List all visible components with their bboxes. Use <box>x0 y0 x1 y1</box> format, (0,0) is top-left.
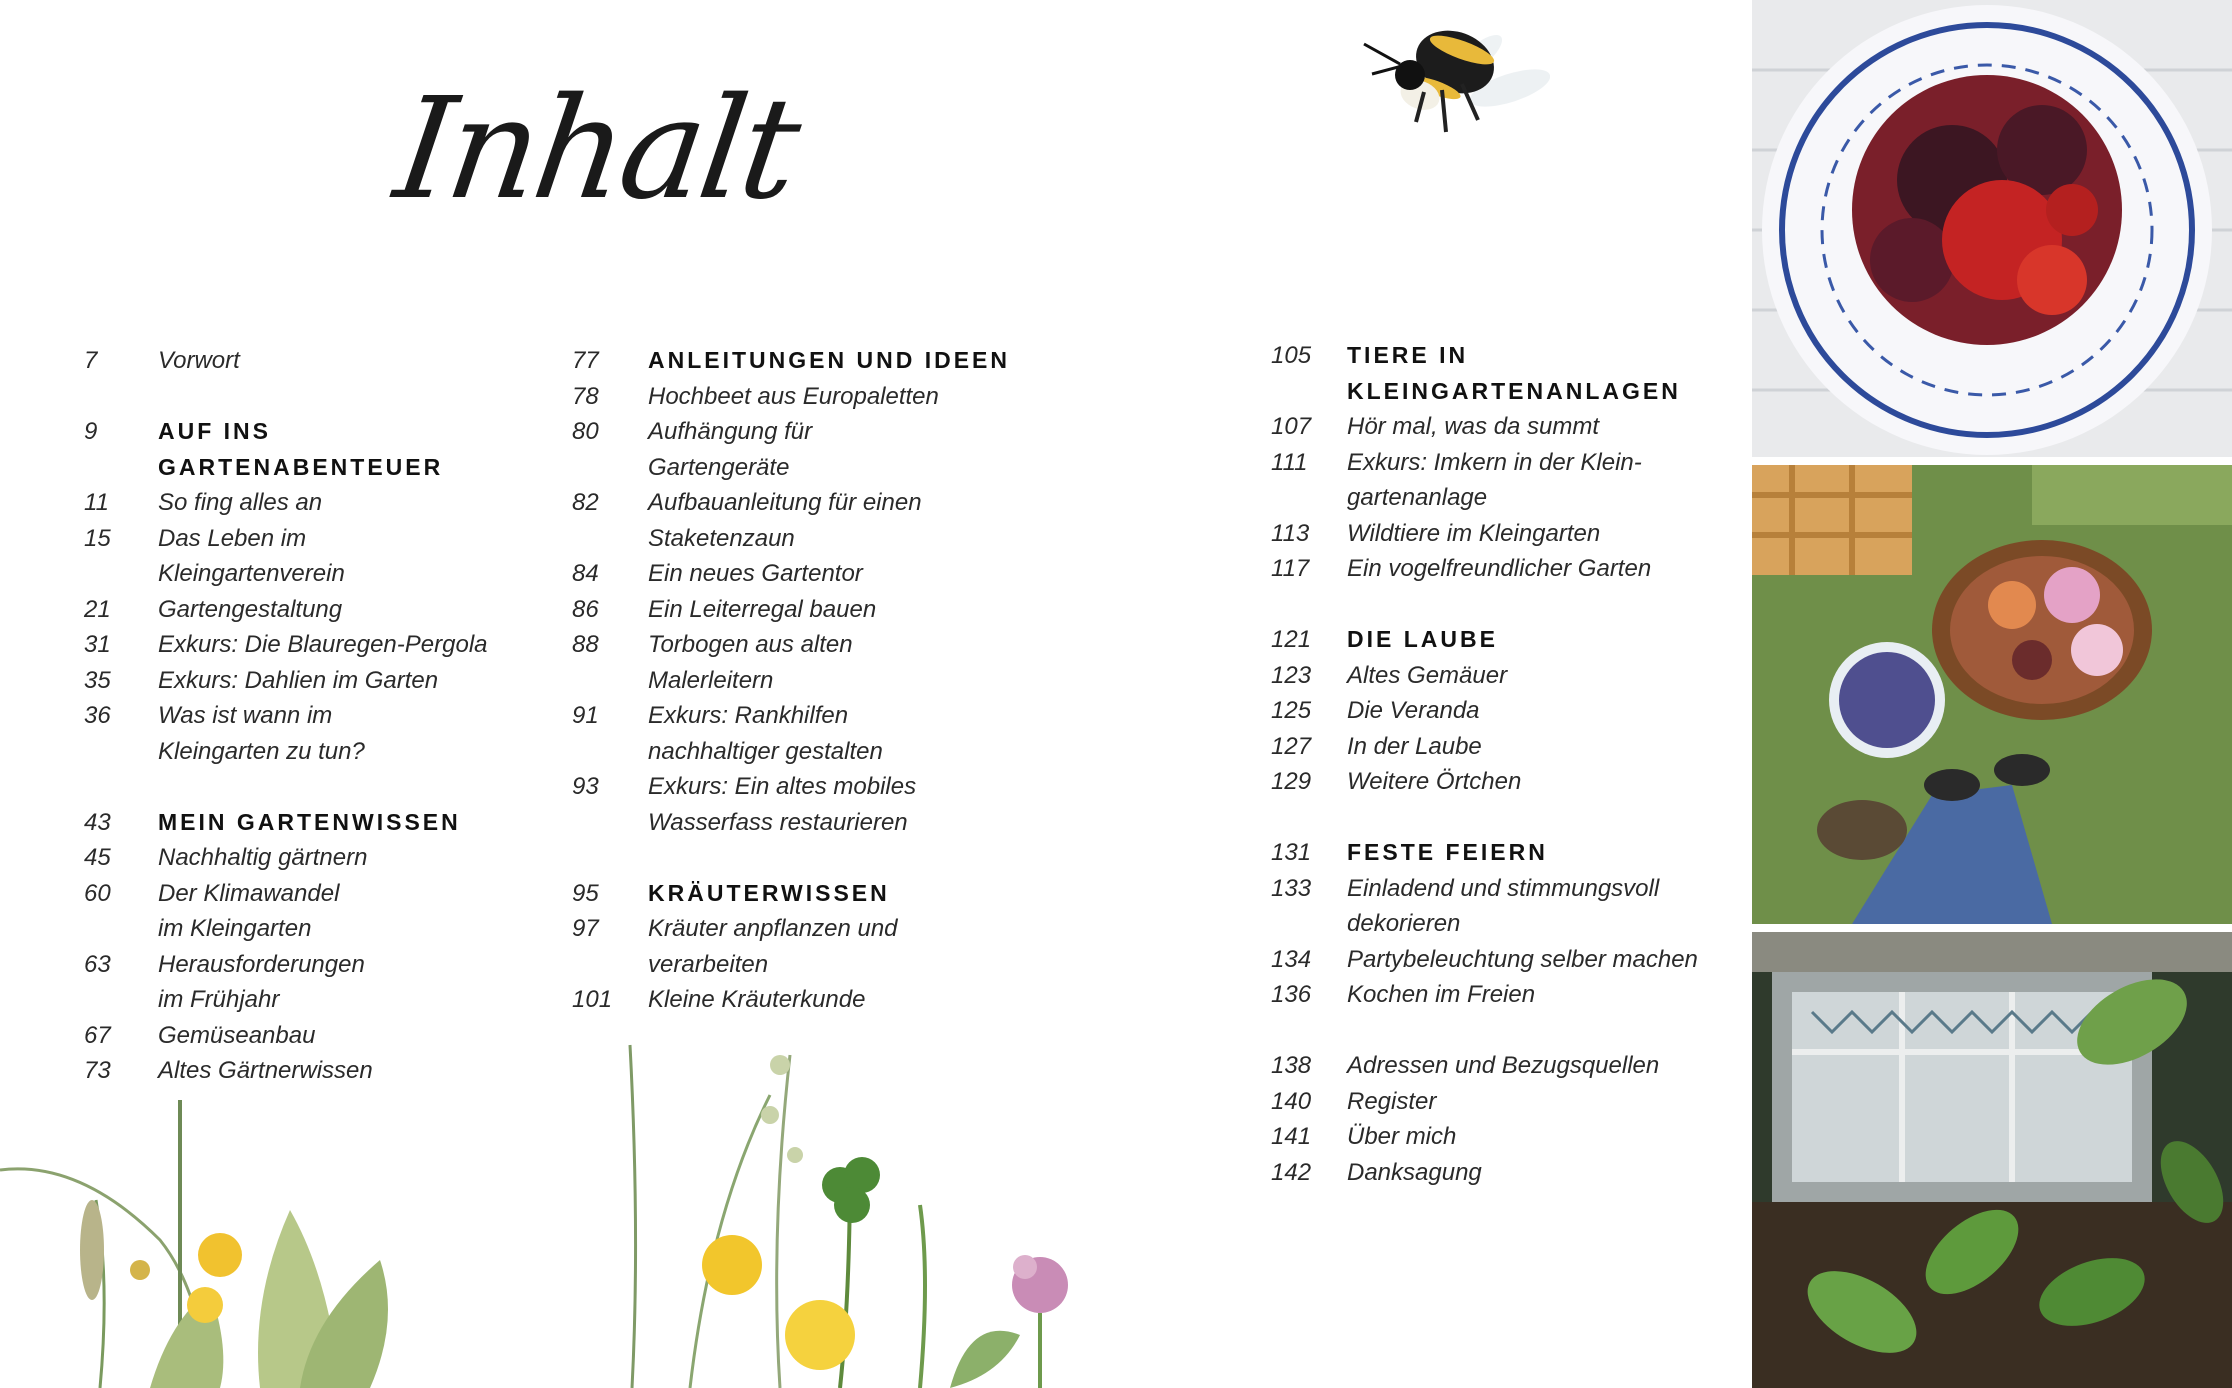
toc-title-line: Herausforderungen <box>158 950 365 978</box>
toc-entry <box>1271 1084 1741 1120</box>
toc-title-line: Kleingarten zu tun? <box>158 737 365 765</box>
toc-spacer <box>1271 1013 1741 1049</box>
toc-entry-title <box>158 1018 315 1054</box>
toc-entry-title <box>1347 729 1482 765</box>
toc-entry-title <box>158 485 322 521</box>
toc-entry <box>572 982 1042 1018</box>
toc-page-number: 43 <box>84 808 111 836</box>
toc-page-number: 111 <box>1271 448 1308 476</box>
toc-title-line: FESTE FEIERN <box>1347 839 1548 865</box>
toc-entry-title <box>648 379 939 415</box>
toc-entry-title <box>648 769 916 840</box>
toc-title-line: Kräuter anpflanzen und <box>648 915 898 942</box>
toc-title-line: dekorieren <box>1347 910 1461 937</box>
toc-entry-title <box>648 556 863 592</box>
toc-title-line: Ein Leiterregal bauen <box>648 595 877 623</box>
toc-page-number: 142 <box>1271 1158 1312 1186</box>
toc-title-line: nachhaltiger gestalten <box>648 737 883 765</box>
toc-section-title <box>1347 622 1498 658</box>
toc-page-number: 78 <box>572 382 599 410</box>
toc-section-title <box>1347 338 1681 409</box>
toc-entry-title <box>1347 942 1698 978</box>
toc-title-line: GARTENABENTEUER <box>158 453 444 480</box>
toc-page-number: 35 <box>84 666 111 694</box>
toc-entry-title <box>158 627 488 663</box>
toc-title-line: Torbogen aus alten <box>648 631 853 658</box>
toc-section-title <box>648 876 890 912</box>
toc-page-number: 140 <box>1271 1087 1312 1115</box>
toc-entry-title <box>1347 871 1659 942</box>
toc-entry <box>572 556 1042 592</box>
toc-page-number: 97 <box>572 915 599 942</box>
toc-entry <box>1271 942 1741 978</box>
toc-entry-title <box>1347 693 1480 729</box>
toc-title-line: gartenanlage <box>1347 484 1488 511</box>
toc-title-line: Hochbeet aus Europaletten <box>648 382 939 410</box>
toc-page-number: 11 <box>84 489 109 516</box>
toc-entry-title <box>158 698 365 769</box>
toc-entry <box>84 343 544 379</box>
toc-title-line: Exkurs: Imkern in der Klein- <box>1347 448 1642 476</box>
toc-title-line: Altes Gemäuer <box>1347 661 1508 689</box>
toc-entry-title <box>1347 658 1507 694</box>
toc-entry <box>84 1018 544 1054</box>
toc-spacer <box>572 840 1042 876</box>
toc-column-3 <box>1271 338 1741 1190</box>
toc-entry-title <box>1347 1155 1482 1191</box>
toc-page-number: 127 <box>1271 732 1312 760</box>
toc-entry <box>572 379 1042 415</box>
toc-title-line: Kleine Kräuterkunde <box>648 986 866 1013</box>
toc-page-number: 125 <box>1271 697 1312 724</box>
toc-page-number: 88 <box>572 631 599 658</box>
toc-page-number: 91 <box>572 702 599 729</box>
toc-entry <box>84 840 544 876</box>
toc-page-number: 141 <box>1271 1123 1312 1150</box>
toc-column-2 <box>572 343 1042 1018</box>
toc-title-line: Einladend und stimmungsvoll <box>1347 874 1660 902</box>
toc-title-line: TIERE IN <box>1347 342 1469 368</box>
toc-section-heading <box>1271 835 1741 871</box>
toc-title-line: Die Veranda <box>1347 697 1480 724</box>
toc-entry-title <box>648 627 853 698</box>
toc-page-number: 136 <box>1271 981 1312 1008</box>
toc-section-heading <box>1271 338 1741 409</box>
toc-entry-title <box>1347 1084 1436 1120</box>
toc-title-line: Malerleitern <box>648 666 774 694</box>
toc-title-line: Der Klimawandel <box>158 879 340 907</box>
toc-title-line: im Frühjahr <box>158 986 280 1013</box>
toc-title-line: im Kleingarten <box>158 915 312 942</box>
toc-entry-title <box>648 485 922 556</box>
toc-entry-title <box>158 1053 373 1089</box>
toc-entry <box>1271 764 1741 800</box>
toc-section-heading <box>84 414 544 485</box>
toc-page-number: 105 <box>1271 342 1312 369</box>
toc-title-line: Danksagung <box>1347 1158 1482 1186</box>
toc-entry <box>1271 516 1741 552</box>
toc-title-line: Nachhaltig gärtnern <box>158 844 368 871</box>
toc-page-number: 73 <box>84 1057 111 1084</box>
toc-entry <box>84 698 544 769</box>
toc-entry-title <box>158 592 342 628</box>
toc-page-number: 113 <box>1271 519 1310 547</box>
toc-entry <box>84 485 544 521</box>
toc-entry-title <box>648 982 865 1018</box>
toc-page-number: 80 <box>572 418 599 445</box>
toc-title-line: Register <box>1347 1087 1437 1115</box>
toc-entry <box>1271 551 1741 587</box>
toc-spacer <box>84 769 544 805</box>
toc-entry <box>84 592 544 628</box>
toc-entry-title <box>1347 445 1642 516</box>
toc-entry <box>1271 1155 1741 1191</box>
toc-title-line: Exkurs: Rankhilfen <box>648 702 849 729</box>
toc-section-title <box>648 343 1010 379</box>
toc-spacer <box>1271 587 1741 623</box>
toc-page-number: 63 <box>84 950 111 978</box>
toc-title-line: Exkurs: Dahlien im Garten <box>158 666 439 694</box>
toc-title-line: Über mich <box>1347 1123 1457 1150</box>
toc-entry-title <box>158 947 365 1018</box>
toc-title-line: DIE LAUBE <box>1347 626 1498 652</box>
toc-entry <box>1271 871 1741 942</box>
toc-entry <box>572 485 1042 556</box>
toc-title-line: Weitere Örtchen <box>1347 768 1522 795</box>
toc-page-number: 84 <box>572 560 599 587</box>
toc-entry-title <box>648 698 883 769</box>
toc-entry <box>1271 409 1741 445</box>
toc-page-number: 121 <box>1271 626 1312 653</box>
toc-title-line: Ein vogelfreundlicher Garten <box>1347 555 1652 582</box>
toc-page-number: 123 <box>1271 661 1312 689</box>
toc-entry <box>84 521 544 592</box>
toc-title-line: Aufhängung für <box>648 418 813 445</box>
toc-entry-title <box>158 521 345 592</box>
toc-title-line: So fing alles an <box>158 489 323 516</box>
toc-entry-title <box>158 663 438 699</box>
toc-column-1 <box>84 343 544 1089</box>
toc-page-number: 21 <box>84 595 111 623</box>
toc-title-line: Gartengestaltung <box>158 595 343 623</box>
toc-entry <box>572 414 1042 485</box>
harvest-basket-photo <box>1752 465 2232 924</box>
toc-title-line: Wasserfass restaurieren <box>648 808 908 836</box>
toc-title-line: KLEINGARTENANLAGEN <box>1347 377 1681 404</box>
toc-entry-title <box>1347 977 1535 1013</box>
toc-entry <box>1271 1048 1741 1084</box>
toc-title-line: MEIN GARTENWISSEN <box>158 808 461 835</box>
toc-entry <box>84 1053 544 1089</box>
toc-section-heading <box>84 805 544 841</box>
toc-page-number: 101 <box>572 986 613 1013</box>
toc-page-number: 129 <box>1271 768 1312 795</box>
toc-entry-title <box>158 343 240 379</box>
toc-title-line: Kleingartenverein <box>158 560 345 587</box>
toc-entry <box>84 947 544 1018</box>
toc-spacer <box>1271 800 1741 836</box>
toc-page-number: 9 <box>84 418 98 445</box>
toc-entry <box>572 627 1042 698</box>
toc-page-number: 45 <box>84 844 111 871</box>
bumblebee-illustration <box>1350 0 1550 175</box>
toc-entry-title <box>1347 516 1600 552</box>
toc-title-line: Ein neues Gartentor <box>648 560 863 587</box>
toc-entry-title <box>648 592 876 628</box>
garden-shed-photo <box>1752 932 2232 1388</box>
dandelion-illustration <box>0 1090 420 1388</box>
toc-title-line: Wildtiere im Kleingarten <box>1347 519 1601 547</box>
toc-page-number: 138 <box>1271 1052 1312 1079</box>
toc-page-number: 60 <box>84 879 111 907</box>
wildflower-illustration <box>620 1035 1130 1388</box>
toc-title-line: Partybeleuchtung selber machen <box>1347 945 1698 973</box>
toc-entry <box>572 698 1042 769</box>
toc-title-line: Gartengeräte <box>648 453 790 481</box>
toc-section-title <box>158 805 461 841</box>
toc-entry <box>1271 693 1741 729</box>
toc-title-line: Staketenzaun <box>648 524 795 552</box>
toc-page-number: 86 <box>572 595 599 623</box>
toc-page-number: 15 <box>84 524 111 552</box>
toc-entry-title <box>1347 551 1651 587</box>
toc-page-number: 117 <box>1271 555 1310 582</box>
toc-entry <box>1271 1119 1741 1155</box>
toc-entry-title <box>1347 409 1599 445</box>
toc-page-number: 107 <box>1271 413 1312 440</box>
toc-title-line: Altes Gärtnerwissen <box>158 1057 373 1084</box>
toc-page-number: 131 <box>1271 839 1312 866</box>
toc-title-line: ANLEITUNGEN UND IDEEN <box>648 347 1011 373</box>
toc-title-line: KRÄUTERWISSEN <box>648 879 890 906</box>
toc-title-line: Hör mal, was da summt <box>1347 413 1600 440</box>
toc-section-heading <box>572 876 1042 912</box>
toc-entry <box>1271 977 1741 1013</box>
toc-title-line: Kochen im Freien <box>1347 981 1536 1008</box>
toc-entry <box>572 911 1042 982</box>
toc-entry-title <box>158 876 339 947</box>
toc-section-title <box>1347 835 1548 871</box>
toc-title-line: verarbeiten <box>648 950 769 978</box>
toc-page-number: 77 <box>572 347 599 374</box>
toc-page-number: 67 <box>84 1021 111 1049</box>
toc-entry <box>1271 445 1741 516</box>
toc-title-line: Exkurs: Die Blauregen-Pergola <box>158 631 488 658</box>
toc-entry-title <box>1347 1119 1456 1155</box>
toc-spacer <box>84 379 544 415</box>
toc-entry <box>1271 729 1741 765</box>
toc-title-line: Das Leben im <box>158 524 307 552</box>
toc-entry <box>572 592 1042 628</box>
toc-entry-title <box>1347 1048 1659 1084</box>
toc-page-number: 134 <box>1271 945 1312 973</box>
toc-title-line: AUF INS <box>158 418 271 444</box>
toc-title-line: Vorwort <box>158 347 240 374</box>
toc-entry-title <box>1347 764 1521 800</box>
toc-entry <box>84 663 544 699</box>
toc-entry <box>84 627 544 663</box>
page-title: Inhalt <box>386 68 806 231</box>
toc-entry <box>84 876 544 947</box>
toc-entry-title <box>648 911 898 982</box>
toc-title-line: Gemüseanbau <box>158 1021 316 1049</box>
toc-page-number: 93 <box>572 773 599 800</box>
toc-page-number: 95 <box>572 879 599 907</box>
toc-section-heading <box>1271 622 1741 658</box>
toc-entry-title <box>158 840 367 876</box>
toc-title-line: In der Laube <box>1347 732 1482 760</box>
toc-section-title <box>158 414 443 485</box>
toc-section-heading <box>572 343 1042 379</box>
toc-page-number: 7 <box>84 347 98 374</box>
toc-page-number: 31 <box>84 631 111 658</box>
toc-title-line: Aufbauanleitung für einen <box>648 489 922 516</box>
toc-title-line: Was ist wann im <box>158 702 333 729</box>
toc-page-number: 82 <box>572 489 599 516</box>
toc-page-number: 36 <box>84 702 111 729</box>
toc-page-number: 133 <box>1271 874 1312 902</box>
toc-entry-title <box>648 414 812 485</box>
toc-entry <box>572 769 1042 840</box>
toc-title-line: Exkurs: Ein altes mobiles <box>648 773 917 800</box>
berries-plate-photo <box>1752 0 2232 457</box>
toc-entry <box>1271 658 1741 694</box>
toc-title-line: Adressen und Bezugsquellen <box>1347 1052 1660 1079</box>
